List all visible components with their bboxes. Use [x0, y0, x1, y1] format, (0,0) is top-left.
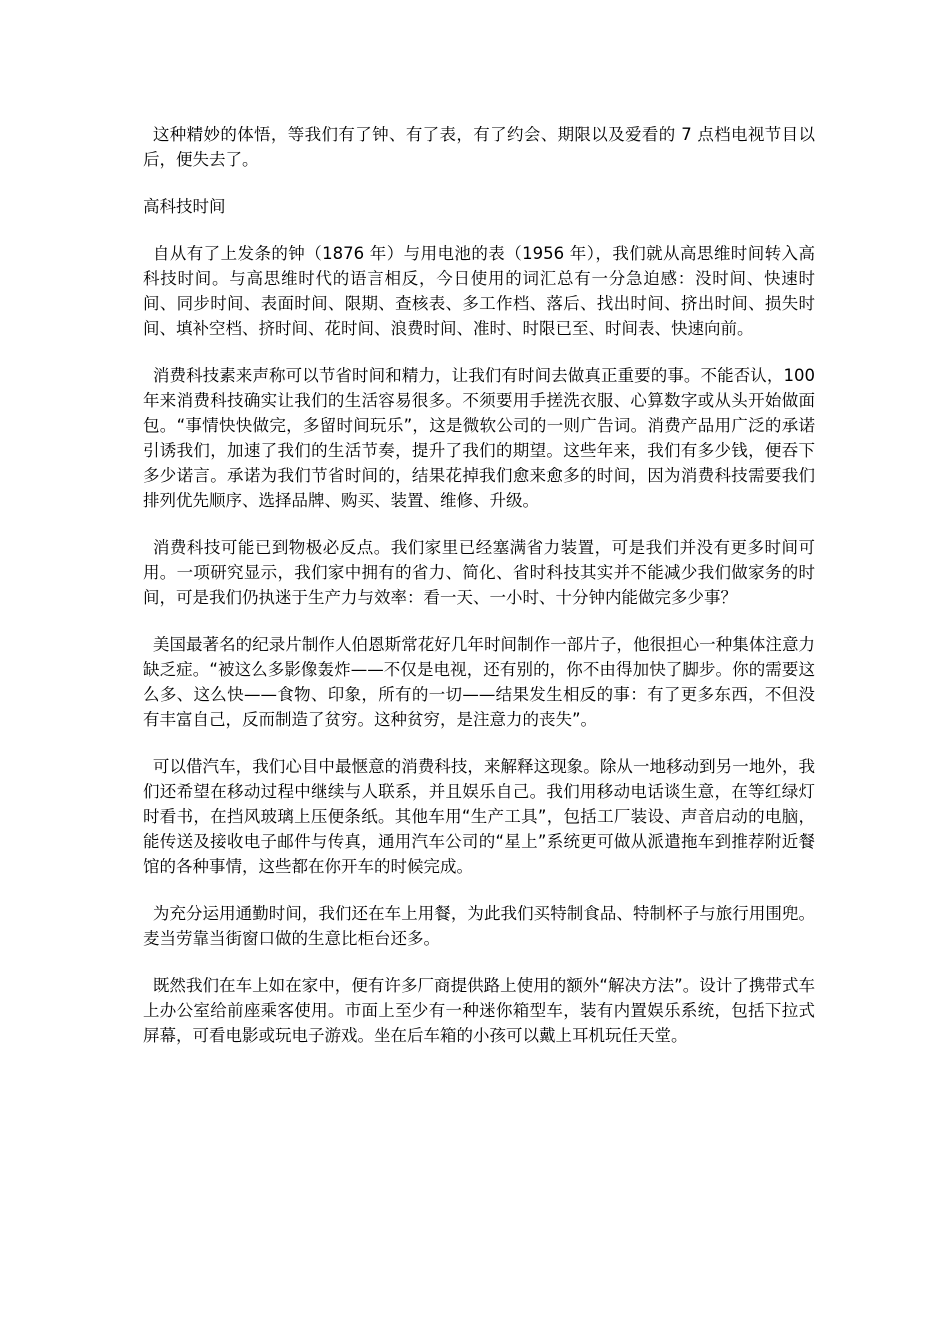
paragraph-diminishing-returns: 消费科技可能已到物极必反点。我们家里已经塞满省力装置，可是我们并没有更多时间可用。一项研究显示，我们家中拥有的省力、简化、省时科技其实并不能减少我们做家务的时间，可是我们仍执迷于生产力与效率：看一天、一小时、十分钟内能做完多少事？: [143, 538, 815, 607]
paragraph-hightech-vocabulary: 自从有了上发条的钟（1876 年）与用电池的表（1956 年），我们就从高思维时间转入高科技时间。与高思维时代的语言相反，今日使用的词汇总有一分急迫感：没时间、快速时间、同步时间、表面时间、限期、查核表、多工作档、落后、找出时间、挤出时间、损失时间、填补空档、挤时间、花时间、浪费时间、准时、时限已至、时间表、快速向前。: [143, 244, 815, 338]
paragraph-consumer-tech: 消费科技素来声称可以节省时间和精力，让我们有时间去做真正重要的事。不能否认，100 年来消费科技确实让我们的生活容易很多。不须要用手搓洗衣服、心算数字或从头开始做面包。“事情快快做完，多留时间玩乐”，这是微软公司的一则广告词。消费产品用广泛的承诺引诱我们，加速了我们的生活节奏，提升了我们的期望。这些年来，我们有多少钱，便吞下多少诺言。承诺为我们节省时间的，结果花掉我们愈来愈多的时间，因为消费科技需要我们排列优先顺序、选择品牌、购买、装置、维修、升级。: [143, 366, 815, 510]
document-page: [143, 122, 815, 1070]
paragraph-car-solutions: 既然我们在车上如在家中，便有许多厂商提供路上使用的额外“解决方法”。设计了携带式车上办公室给前座乘客使用。市面上至少有一种迷你箱型车，装有内置娱乐系统，包括下拉式屏幕，可看电影或玩电子游戏。坐在后车箱的小孩可以戴上耳机玩任天堂。: [143, 976, 815, 1045]
section-heading: 高科技时间: [143, 197, 226, 216]
paragraph-commute-meals: 为充分运用通勤时间，我们还在车上用餐，为此我们买特制食品、特制杯子与旅行用围兜。麦当劳靠当街窗口做的生意比柜台还多。: [143, 904, 815, 948]
paragraph-intro: 这种精妙的体悟，等我们有了钟、有了表，有了约会、期限以及爱看的 7 点档电视节目以后，便失去了。: [143, 125, 815, 169]
paragraph-burns-quote: 美国最著名的纪录片制作人伯恩斯常花好几年时间制作一部片子，他很担心一种集体注意力缺乏症。“被这么多影像轰炸——不仅是电视，还有别的，你不由得加快了脚步。你的需要这么多、这么快——食物、印象，所有的一切——结果发生相反的事：有了更多东西，不但没有丰富自己，反而制造了贫穷。这种贫穷，是注意力的丧失”。: [143, 635, 815, 729]
paragraph-car-example: 可以借汽车，我们心目中最惬意的消费科技，来解释这现象。除从一地移动到另一地外，我们还希望在移动过程中继续与人联系，并且娱乐自己。我们用移动电话谈生意，在等红绿灯时看书，在挡风玻璃上压便条纸。其他车用“生产工具”，包括工厂装设、声音启动的电脑，能传送及接收电子邮件与传真，通用汽车公司的“星上”系统更可做从派遣拖车到推荐附近餐馆的各种事情，这些都在你开车的时候完成。: [143, 757, 815, 876]
